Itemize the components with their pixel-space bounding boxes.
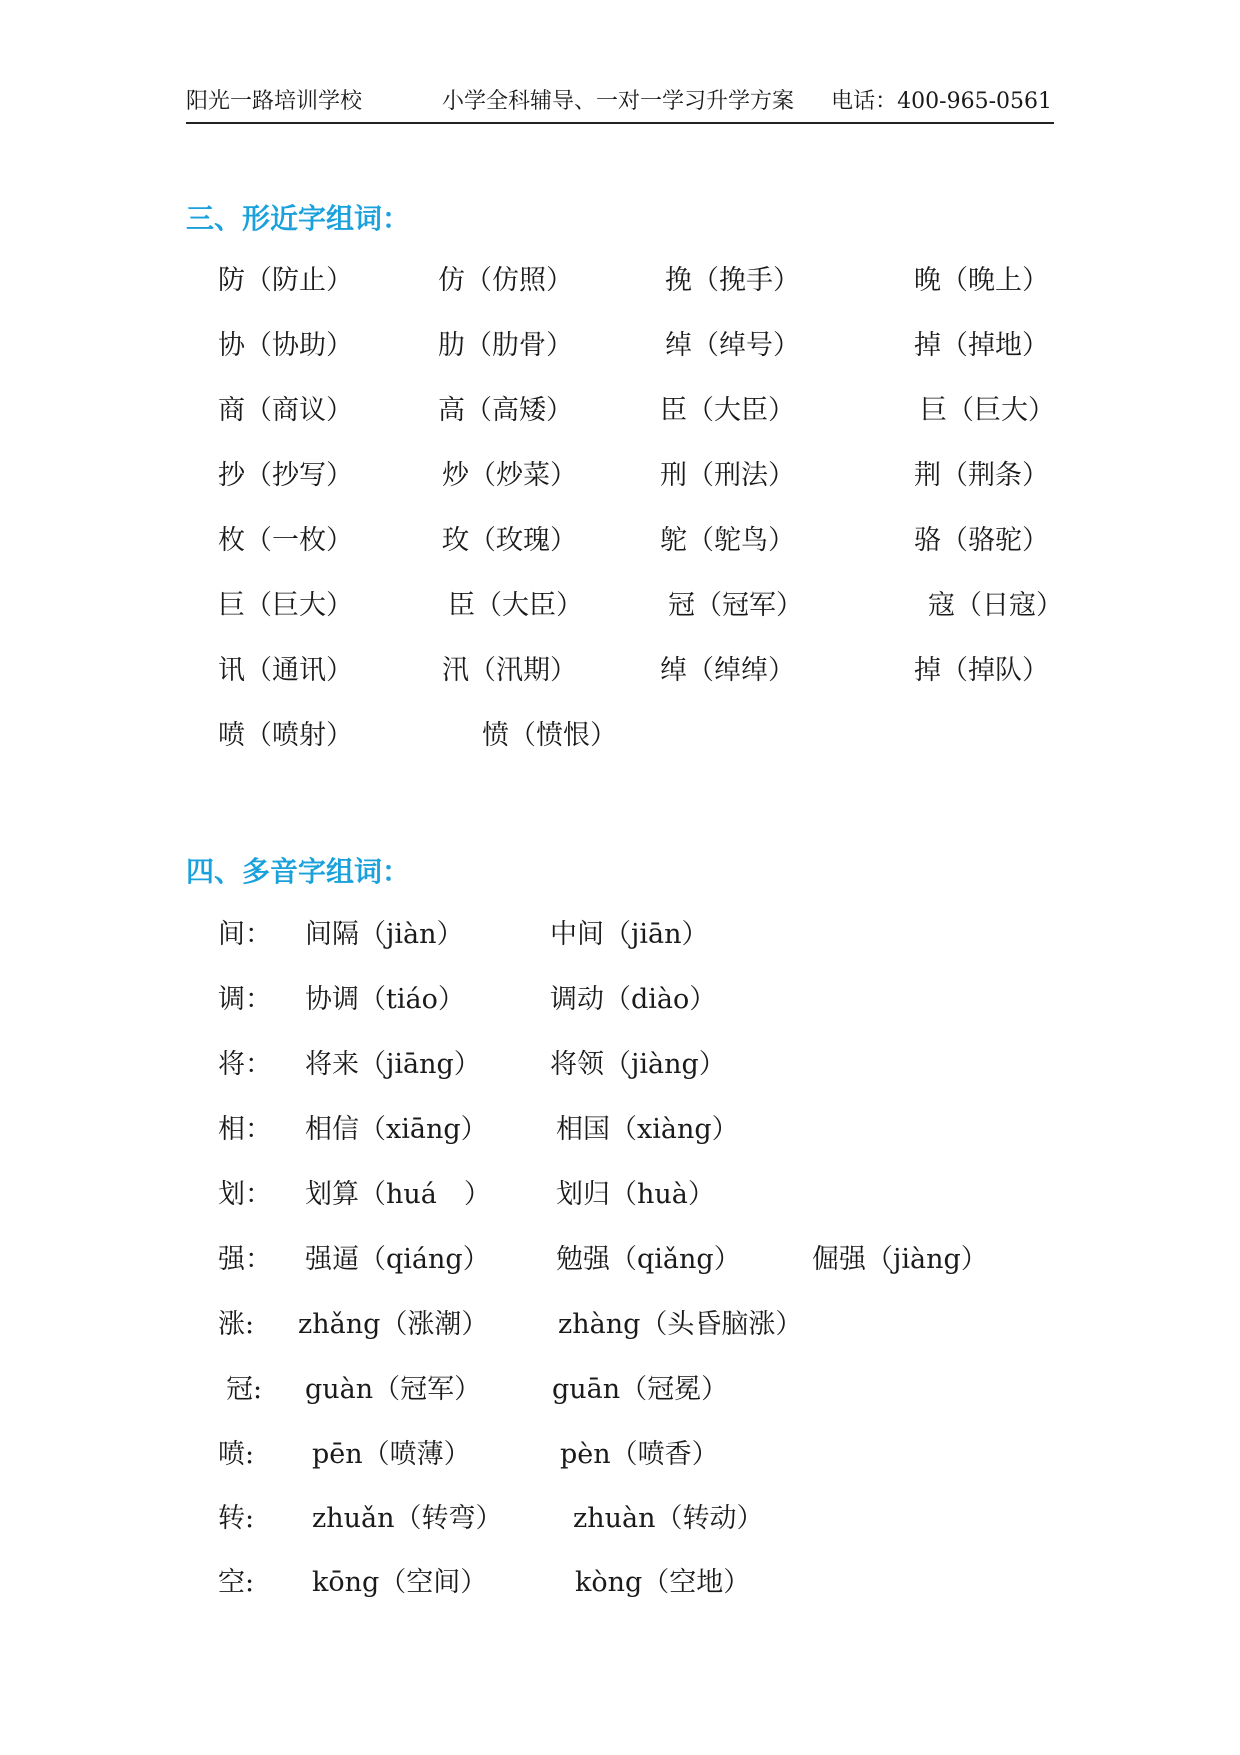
school-name: 阳光一路培训学校 [186, 89, 363, 114]
word-item: 刑（刑法） [660, 460, 795, 491]
polyphone-label: 冠: [226, 1374, 263, 1405]
word-item: 巨（巨大） [218, 590, 353, 621]
word-item: 协（协助） [218, 330, 353, 361]
word-item: 划归（huà） [556, 1179, 715, 1210]
polyphone-label: 调： [218, 984, 272, 1015]
word-item: zhǎng（涨潮） [298, 1309, 489, 1340]
polyphone-label: 相： [218, 1114, 272, 1145]
word-item: 高（高矮） [438, 395, 573, 426]
word-item: 巨（巨大） [920, 395, 1055, 426]
word-item: 挽（挽手） [665, 265, 800, 296]
word-item: 炒（炒菜） [442, 460, 577, 491]
word-item: 枚（一枚） [218, 525, 353, 556]
word-item: 汛（汛期） [442, 655, 577, 686]
polyphone-label: 将： [218, 1049, 272, 1080]
header-slogan: 小学全科辅导、一对一学习升学方案 [442, 89, 795, 114]
word-item: 寇（日寇） [928, 590, 1063, 621]
word-item: 荆（荆条） [914, 460, 1049, 491]
word-item: 协调（tiáo） [305, 984, 465, 1015]
word-item: 掉（掉地） [914, 330, 1049, 361]
word-item: 将来（jiāng） [305, 1049, 481, 1080]
word-item: 调动（diào） [550, 984, 717, 1015]
polyphone-label: 空: [218, 1567, 255, 1598]
word-item: zhàng（头昏脑涨） [558, 1309, 803, 1340]
word-item: 抄（抄写） [218, 460, 353, 491]
section-title-polyphonic-characters: 四、多音字组词： [186, 855, 411, 888]
word-item: 勉强（qiǎng） [556, 1244, 741, 1275]
word-item: pēn（喷薄） [312, 1439, 471, 1470]
polyphone-label: 喷: [218, 1439, 255, 1470]
word-item: 玫（玫瑰） [442, 525, 577, 556]
word-item: 相信（xiāng） [305, 1114, 488, 1145]
word-item: 商（商议） [218, 395, 353, 426]
polyphone-label: 转: [218, 1503, 255, 1534]
word-item: 中间（jiān） [550, 919, 709, 950]
word-item: 相国（xiàng） [556, 1114, 739, 1145]
word-item: 强逼（qiáng） [305, 1244, 490, 1275]
polyphone-label: 间： [218, 919, 272, 950]
word-item: 骆（骆驼） [914, 525, 1049, 556]
word-item: 臣（大臣） [448, 590, 583, 621]
word-item: 间隔（jiàn） [305, 919, 464, 950]
word-item: guàn（冠军） [305, 1374, 482, 1405]
word-item: 倔强（jiàng） [812, 1244, 988, 1275]
word-item: zhuàn（转动） [573, 1503, 764, 1534]
word-item: 绰（绰绰） [660, 655, 795, 686]
page-header [186, 88, 1054, 124]
word-item: 冠（冠军） [668, 590, 803, 621]
word-item: 讯（通讯） [218, 655, 353, 686]
word-item: guān（冠冕） [552, 1374, 729, 1405]
word-item: zhuǎn（转弯） [312, 1503, 503, 1534]
section-title-similar-characters: 三、形近字组词： [186, 202, 411, 235]
polyphone-label: 划： [218, 1179, 272, 1210]
word-item: 绰（绰号） [665, 330, 800, 361]
polyphone-label: 强： [218, 1244, 272, 1275]
header-phone: 电话：400-965-0561 [831, 89, 1052, 114]
word-item: 划算（huá ） [305, 1179, 491, 1210]
word-item: 臣（大臣） [660, 395, 795, 426]
word-item: 晚（晚上） [914, 265, 1049, 296]
word-item: 喷（喷射） [218, 720, 353, 751]
word-item: 肋（肋骨） [438, 330, 573, 361]
word-item: 仿（仿照） [438, 265, 573, 296]
word-item: pèn（喷香） [560, 1439, 719, 1470]
word-item: 防（防止） [218, 265, 353, 296]
word-item: 鸵（鸵鸟） [660, 525, 795, 556]
word-item: 愤（愤恨） [482, 720, 617, 751]
word-item: 掉（掉队） [914, 655, 1049, 686]
word-item: kòng（空地） [575, 1567, 751, 1598]
polyphone-label: 涨: [218, 1309, 255, 1340]
word-item: kōng（空间） [312, 1567, 488, 1598]
word-item: 将领（jiàng） [550, 1049, 726, 1080]
